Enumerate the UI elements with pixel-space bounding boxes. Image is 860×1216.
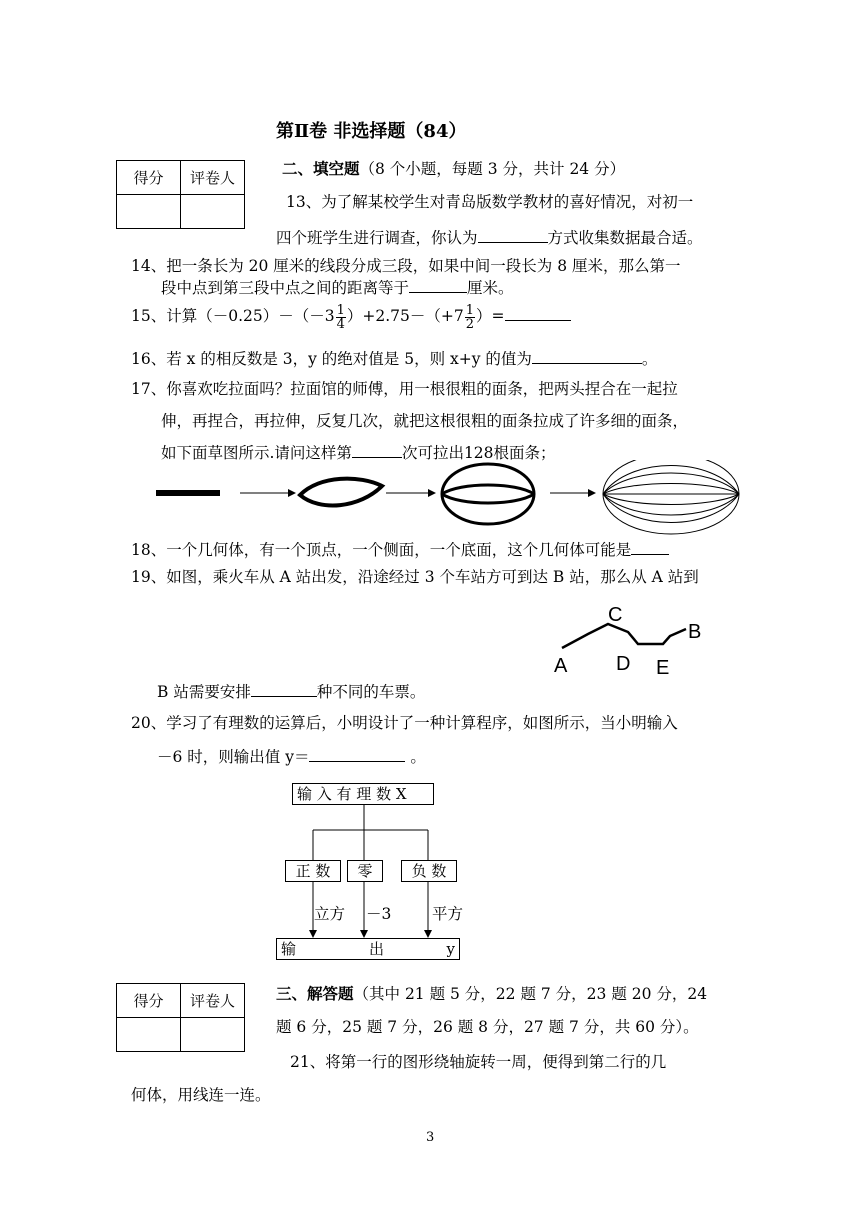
flow-output-left: 输 <box>281 940 297 958</box>
q14-answer-blank[interactable] <box>409 278 467 293</box>
q19-answer-blank[interactable] <box>251 682 317 697</box>
q19-text-a: B 站需要安排 <box>157 683 251 701</box>
grader-header: 评卷人 <box>181 161 245 195</box>
score-cell[interactable] <box>117 1018 181 1052</box>
q21-line2: 何体，用线连一连。 <box>131 1086 271 1104</box>
page-number: 3 <box>426 1130 435 1145</box>
score-table <box>116 160 245 229</box>
q15-fraction-2: $\frac{1}{2}$ <box>465 302 475 332</box>
flow-negative-box: 负 数 <box>401 860 457 882</box>
q14-text-a: 段中点到第三段中点之间的距离等于 <box>161 279 410 297</box>
q21-line1: 21、将第一行的图形绕轴旋转一周，便得到第二行的几 <box>290 1053 667 1071</box>
q17-text-a: 如下面草图所示.请问这样第 <box>161 444 352 462</box>
section3-heading-note: （其中 21 题 5 分，22 题 7 分，23 题 20 分，24 <box>353 985 708 1003</box>
q20-line2 <box>157 745 426 767</box>
q16-text-b: 。 <box>641 350 658 368</box>
section-heading-note: （8 个小题，每题 3 分，共计 24 分） <box>359 160 626 178</box>
q19-line2 <box>157 680 425 702</box>
q18-answer-blank[interactable] <box>631 540 669 555</box>
q16-text-a: 16、若 x 的相反数是 3，y 的绝对值是 5，则 x+y 的值为 <box>131 350 532 368</box>
flow-op-cube: 立方 <box>314 905 346 923</box>
flow-input-box: 输 入 有 理 数 X <box>292 783 434 805</box>
q15-line <box>131 303 571 331</box>
section3-heading-line2: 题 6 分，25 题 7 分，26 题 8 分，27 题 7 分，共 60 分）。 <box>276 1018 699 1036</box>
flow-output-right: y <box>446 940 455 958</box>
q17-line2: 伸，再捏合，再拉伸，反复几次，就把这根很粗的面条拉成了许多细的面条， <box>161 412 689 430</box>
q14-line1: 14、把一条长为 20 厘米的线段分成三段，如果中间一段长为 8 厘米，那么第一 <box>131 257 681 275</box>
flow-op-minus3: －3 <box>366 905 392 923</box>
grader-header: 评卷人 <box>181 984 245 1018</box>
q17-line1: 17、你喜欢吃拉面吗？拉面馆的师傅，用一根很粗的面条，把两头捏合在一起拉 <box>131 380 678 398</box>
noodle-3-shape <box>442 464 534 524</box>
q20-text-b: 。 <box>410 748 426 766</box>
q19-text-b: 种不同的车票。 <box>316 683 426 701</box>
flow-output-box <box>276 938 460 960</box>
noodle-2-shape <box>300 479 382 506</box>
q20-answer-blank[interactable] <box>309 747 405 762</box>
railway-line <box>562 624 686 648</box>
station-c-label: C <box>608 604 623 626</box>
score-cell[interactable] <box>117 195 181 229</box>
q15-prefix: 15、计算（－0.25）－（－3 <box>131 307 335 325</box>
q20-line1: 20、学习了有理数的运算后，小明设计了一种计算程序，如图所示，当小明输入 <box>131 714 678 732</box>
section-heading <box>282 157 625 179</box>
station-b-label: B <box>688 621 702 643</box>
section3-heading <box>276 982 707 1004</box>
section-heading-label: 二、填空题 <box>282 159 360 178</box>
noodle-4-shape <box>603 460 739 534</box>
q13-line1: 13、为了解某校学生对青岛版数学教材的喜好情况，对初一 <box>286 193 694 211</box>
noodle-diagram <box>150 460 740 540</box>
score-header: 得分 <box>117 161 181 195</box>
section3-heading-label: 三、解答题 <box>276 984 354 1003</box>
flow-op-square: 平方 <box>432 905 464 923</box>
q14-text-b: 厘米。 <box>467 279 514 297</box>
q13-text-b: 方式收集数据最合适。 <box>547 229 703 247</box>
q15-answer-blank[interactable] <box>505 306 571 321</box>
q13-line2 <box>276 226 703 248</box>
q20-text-a: －6 时，则输出值 y＝ <box>157 748 310 766</box>
q17-text-b: 次可拉出128根面条； <box>401 444 556 462</box>
grader-cell[interactable] <box>181 1018 245 1052</box>
q15-mid: ）+2.75－（+7 <box>346 307 464 325</box>
q17-answer-blank[interactable] <box>352 443 402 458</box>
flow-zero-box: 零 <box>347 860 383 882</box>
q18-text: 18、一个几何体，有一个顶点，一个侧面，一个底面，这个几何体可能是 <box>131 541 632 559</box>
station-d-label: D <box>616 653 631 675</box>
q15-fraction-1: $\frac{1}{4}$ <box>336 302 345 332</box>
station-a-label: A <box>554 655 568 677</box>
q13-answer-blank[interactable] <box>478 228 548 243</box>
grader-cell[interactable] <box>181 195 245 229</box>
flow-output-mid: 出 <box>369 940 385 958</box>
thick-noodle-shape <box>156 490 220 496</box>
q19-line1: 19、如图，乘火车从 A 站出发，沿途经过 3 个车站方可到达 B 站，那么从 A 站到 <box>131 568 699 586</box>
score-header: 得分 <box>117 984 181 1018</box>
q16-line <box>131 347 657 369</box>
q14-line2 <box>161 276 514 298</box>
score-table-2 <box>116 983 245 1052</box>
flow-positive-box: 正 数 <box>285 860 341 882</box>
q15-suffix: ）= <box>476 307 505 325</box>
q18-line <box>131 538 669 560</box>
station-e-label: E <box>656 657 670 679</box>
q13-text-a: 四个班学生进行调查，你认为 <box>276 229 478 247</box>
station-diagram <box>548 604 718 680</box>
section-title: 第Ⅱ卷 非选择题（84） <box>276 121 467 142</box>
q16-answer-blank[interactable] <box>532 349 642 364</box>
